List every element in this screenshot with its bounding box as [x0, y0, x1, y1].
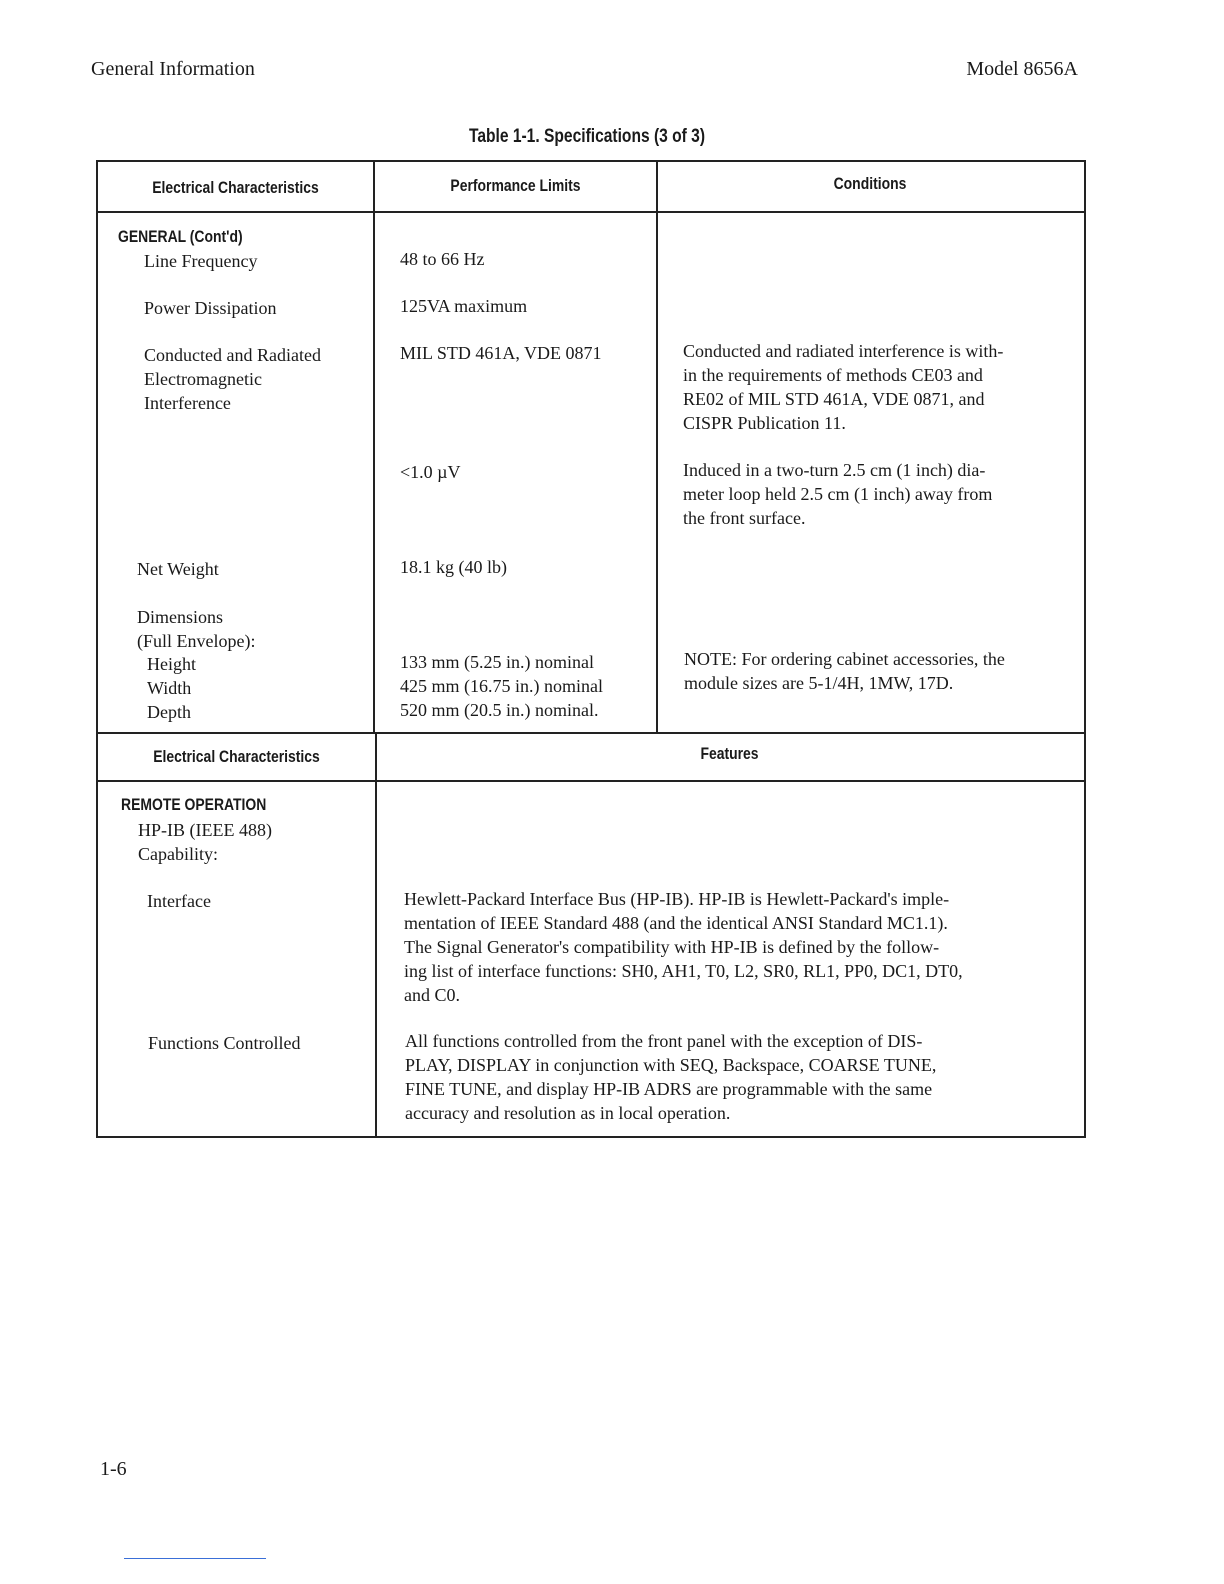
condition-emi-3: RE02 of MIL STD 461A, VDE 0871, and — [683, 389, 985, 409]
value-line-frequency: 48 to 66 Hz — [400, 249, 485, 269]
label-height: Height — [147, 654, 196, 674]
label-full-envelope: (Full Envelope): — [137, 631, 256, 651]
label-emi-3: Interference — [144, 393, 231, 413]
label-functions-controlled: Functions Controlled — [148, 1033, 301, 1053]
value-width: 425 mm (16.75 in.) nominal — [400, 676, 603, 696]
value-power-dissipation: 125VA maximum — [400, 296, 528, 316]
functions-text-1: All functions controlled from the front panel with the exception of DIS- — [405, 1031, 923, 1051]
label-hpib: HP-IB (IEEE 488) — [138, 820, 272, 840]
condition-emi-1: Conducted and radiated interference is with- — [683, 341, 1004, 361]
bottom-edge-mark — [124, 1558, 266, 1559]
running-header-left: General Information — [91, 58, 255, 80]
label-capability: Capability: — [138, 844, 218, 864]
table-bottom-rule — [98, 1136, 1084, 1138]
column-divider — [373, 160, 375, 732]
label-line-frequency: Line Frequency — [144, 251, 258, 271]
functions-text-2: PLAY, DISPLAY in conjunction with SEQ, Backspace, COARSE TUNE, — [405, 1055, 937, 1075]
specifications-table-remote — [96, 732, 1086, 1138]
condition-emi-2: in the requirements of methods CE03 and — [683, 365, 983, 385]
label-emi-1: Conducted and Radiated — [144, 345, 321, 365]
section-heading-remote-operation: REMOTE OPERATION — [121, 795, 267, 814]
interface-text-1: Hewlett-Packard Interface Bus (HP-IB). HP-IB is Hewlett-Packard's imple- — [404, 889, 950, 909]
interface-text-4: ing list of interface functions: SH0, AH1, T0, L2, SR0, RL1, PP0, DC1, DT0, — [404, 961, 963, 981]
label-depth: Depth — [147, 702, 191, 722]
table-top-rule — [98, 732, 1084, 734]
column-header-limits: Performance Limits — [450, 176, 581, 195]
header-rule — [98, 211, 1084, 213]
interface-text-2: mentation of IEEE Standard 488 (and the identical ANSI Standard MC1.1). — [404, 913, 948, 933]
label-dimensions: Dimensions — [137, 607, 224, 627]
label-interface: Interface — [147, 891, 211, 911]
column-header-characteristics: Electrical Characteristics — [153, 747, 320, 766]
functions-text-3: FINE TUNE, and display HP-IB ADRS are programmable with the same — [405, 1079, 933, 1099]
page-number: 1-6 — [100, 1458, 127, 1480]
column-header-features: Features — [700, 744, 759, 763]
condition-induced-2: meter loop held 2.5 cm (1 inch) away from — [683, 484, 993, 504]
value-height: 133 mm (5.25 in.) nominal — [400, 652, 594, 672]
condition-emi-4: CISPR Publication 11. — [683, 413, 846, 433]
header-rule — [98, 780, 1084, 782]
label-emi-2: Electromagnetic — [144, 369, 262, 389]
column-header-conditions: Conditions — [833, 174, 907, 193]
note-cabinet-2: module sizes are 5-1/4H, 1MW, 17D. — [684, 673, 954, 693]
table-caption: Table 1-1. Specifications (3 of 3) — [468, 126, 706, 147]
column-header-characteristics: Electrical Characteristics — [152, 178, 319, 197]
column-divider — [656, 160, 658, 732]
value-net-weight: 18.1 kg (40 lb) — [400, 557, 507, 577]
functions-text-4: accuracy and resolution as in local operation. — [405, 1103, 731, 1123]
condition-induced-3: the front surface. — [683, 508, 806, 528]
note-cabinet-1: NOTE: For ordering cabinet accessories, the — [684, 649, 1005, 669]
column-divider — [375, 732, 377, 1138]
label-power-dissipation: Power Dissipation — [144, 298, 277, 318]
interface-text-3: The Signal Generator's compatibility with HP-IB is defined by the follow- — [404, 937, 940, 957]
value-emi: MIL STD 461A, VDE 0871 — [400, 343, 602, 363]
interface-text-5: and C0. — [404, 985, 460, 1005]
section-heading-general: GENERAL (Cont'd) — [118, 227, 243, 246]
label-net-weight: Net Weight — [137, 559, 219, 579]
table-top-rule — [96, 160, 1086, 162]
specifications-table-general — [96, 160, 1086, 732]
label-width: Width — [147, 678, 192, 698]
value-induced: <1.0 µV — [400, 462, 461, 482]
running-header-right: Model 8656A — [966, 58, 1078, 80]
condition-induced-1: Induced in a two-turn 2.5 cm (1 inch) dia- — [683, 460, 986, 480]
value-depth: 520 mm (20.5 in.) nominal. — [400, 700, 599, 720]
